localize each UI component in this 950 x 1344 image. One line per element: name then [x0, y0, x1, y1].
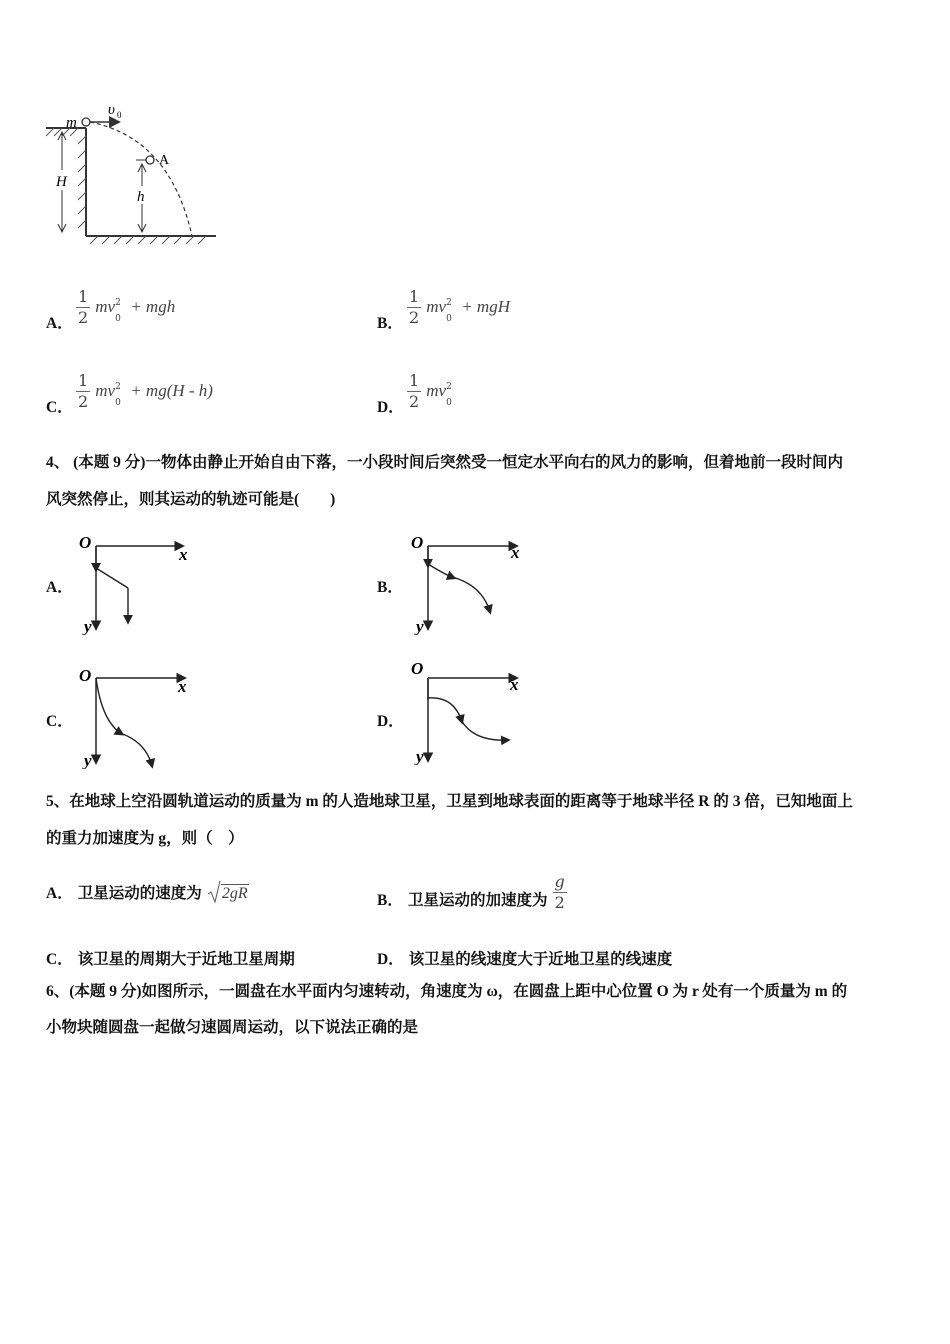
- label-v0-sub: 0: [117, 110, 122, 120]
- x-axis-label: x: [178, 677, 187, 696]
- q4-line-2: 风突然停止，则其运动的轨迹可能是( ): [46, 491, 336, 508]
- expr: mv: [426, 297, 447, 316]
- q5-option-b[interactable]: [377, 866, 567, 912]
- q4-graph-b[interactable]: [408, 530, 528, 635]
- sqrt-expr: 2gR: [221, 885, 248, 902]
- q4-option-b-label[interactable]: B．: [377, 579, 403, 596]
- fraction: $\frac{1}{2}$: [409, 287, 420, 327]
- expr-tail: + mgH: [461, 297, 510, 316]
- q4-graph-c[interactable]: [76, 664, 196, 769]
- q4-option-d-label[interactable]: D．: [377, 713, 404, 730]
- x-axis-label: x: [179, 545, 188, 564]
- option-label: A．: [46, 885, 73, 902]
- q5-line-1: 5、在地球上空沿圆轨道运动的质量为 m 的人造地球卫星，卫星到地球表面的距离等于地球半径 R 的 3 倍，已知地面上: [46, 793, 853, 810]
- fraction: $\frac{1}{2}$: [78, 287, 89, 327]
- option-label: C．: [46, 951, 73, 968]
- expr-tail: + mg(H - h): [130, 381, 213, 400]
- expr: mv: [426, 381, 447, 400]
- expr-tail: + mgh: [130, 297, 176, 316]
- origin-label: O: [411, 533, 424, 552]
- projectile-figure: [40, 98, 220, 248]
- label-h: h: [137, 189, 145, 205]
- label-v0: υ: [108, 102, 115, 118]
- option-label: A．: [46, 315, 73, 332]
- q5-option-d[interactable]: [377, 947, 672, 969]
- q5-option-a[interactable]: [46, 880, 249, 904]
- option-text: 卫星运动的速度为: [77, 885, 202, 902]
- q6-line-2: 小物块随圆盘一起做匀速圆周运动，以下说法正确的是: [46, 1019, 419, 1036]
- x-axis-label: x: [510, 675, 519, 694]
- option-text: 卫星运动的加速度为: [407, 892, 548, 909]
- expr: mv: [95, 381, 116, 400]
- fraction: $\frac{g}{2}$: [554, 872, 565, 912]
- origin-label: O: [411, 660, 424, 678]
- q4-line-1: 4、 (本题 9 分)一物体由静止开始自由下落，一小段时间后突然受一恒定水平向右的风力的影响，但着地前一段时间内: [46, 454, 843, 471]
- label-m: m: [66, 115, 77, 131]
- q4-option-c-label[interactable]: C．: [46, 713, 73, 730]
- option-label: D．: [377, 951, 404, 968]
- y-axis-label: y: [416, 747, 424, 765]
- expr: mv: [95, 297, 116, 316]
- fraction: $\frac{1}{2}$: [78, 371, 89, 411]
- option-label: D．: [377, 399, 404, 416]
- y-axis-label: y: [84, 617, 92, 635]
- option-label: B．: [377, 892, 403, 909]
- q4-graph-a[interactable]: [76, 530, 196, 635]
- sqrt-sign: [207, 880, 221, 904]
- option-text: 该卫星的周期大于近地卫星周期: [77, 951, 295, 968]
- q5-option-c[interactable]: [46, 947, 295, 969]
- q6-line-1: 6、(本题 9 分)如图所示，一圆盘在水平面内匀速转动，角速度为 ω，在圆盘上距中心位置 O 为 r 处有一个质量为 m 的: [46, 983, 848, 1000]
- q5-line-2: 的重力加速度为 g，则（ ）: [46, 830, 244, 847]
- q4-option-a-label[interactable]: A．: [46, 579, 73, 596]
- origin-label: O: [79, 666, 92, 685]
- y-axis-label: y: [416, 617, 424, 635]
- origin-label: O: [79, 533, 92, 552]
- option-text: 该卫星的线速度大于近地卫星的线速度: [408, 951, 673, 968]
- fraction: $\frac{1}{2}$: [409, 371, 420, 411]
- y-axis-label: y: [84, 751, 92, 769]
- option-label: B．: [377, 315, 403, 332]
- label-H: H: [56, 174, 67, 190]
- option-label: C．: [46, 399, 73, 416]
- q4-graph-d[interactable]: [408, 660, 528, 765]
- x-axis-label: x: [511, 543, 520, 562]
- label-A: A: [159, 153, 170, 168]
